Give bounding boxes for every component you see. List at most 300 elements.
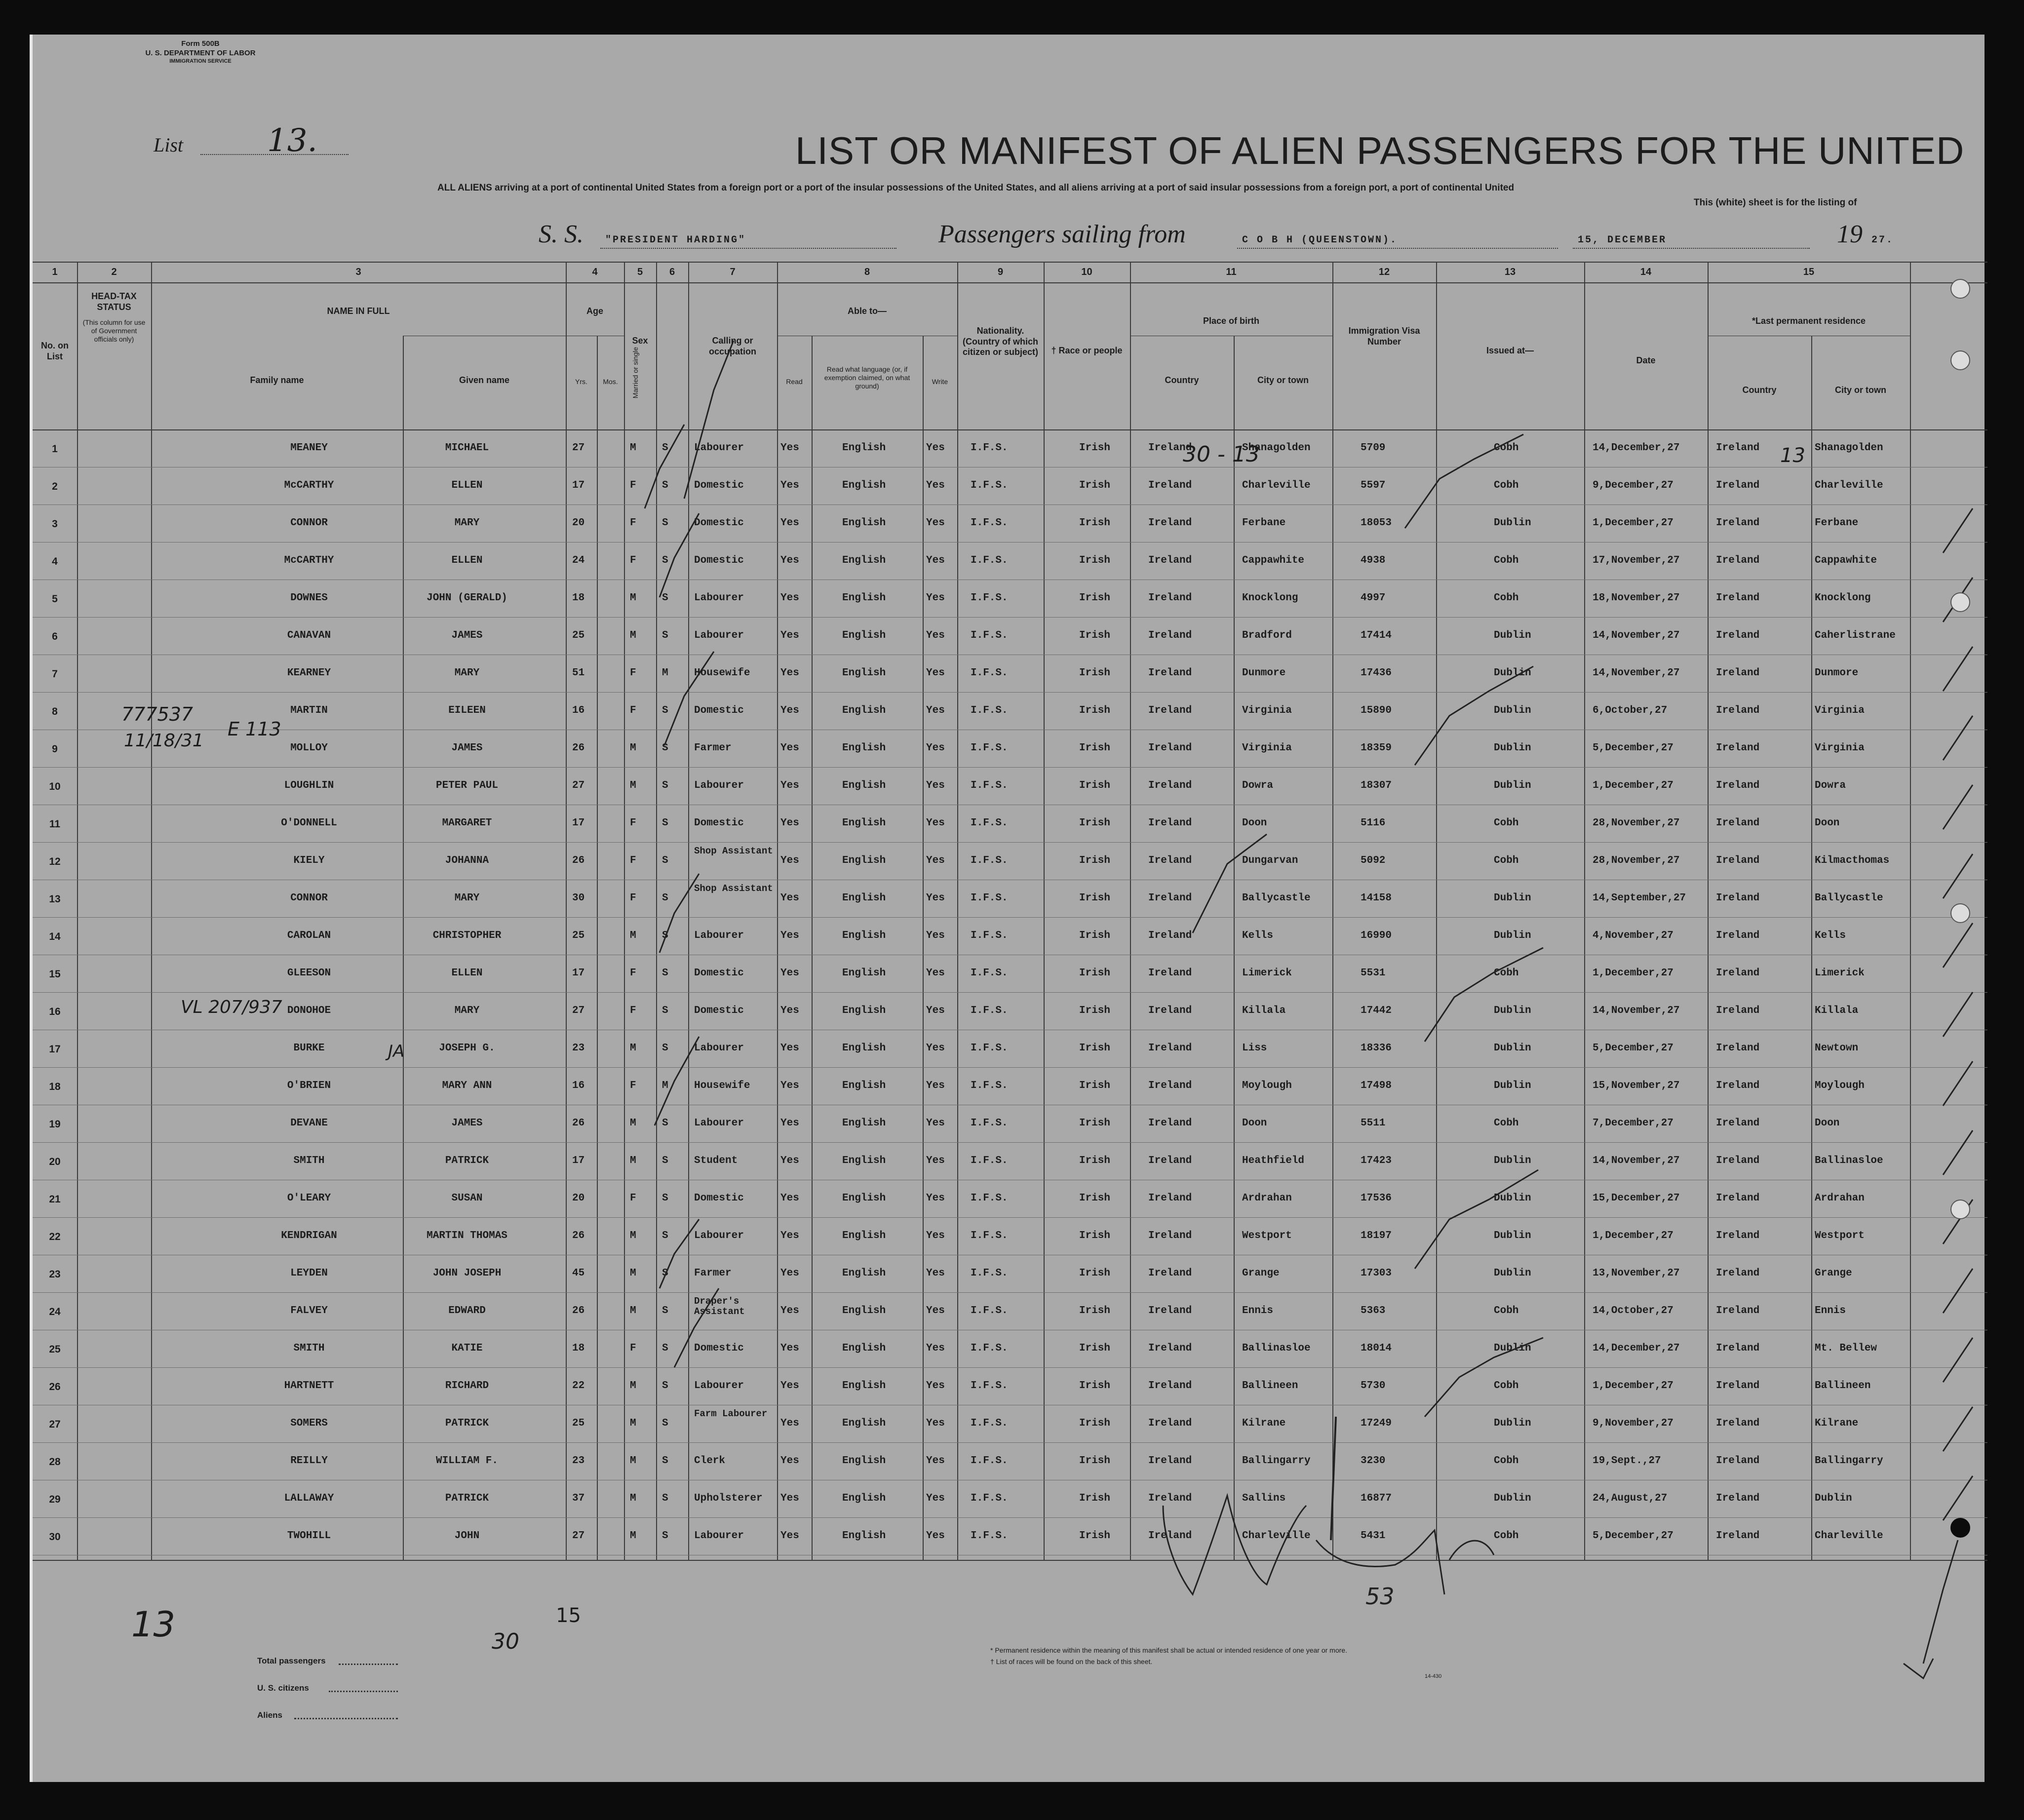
cell-residence-country: Ireland [1716,592,1760,604]
cell-nationality: I.F.S. [971,1080,1008,1091]
cell-given-name: MARY ANN [442,1080,492,1091]
cell-family-name: KIELY [293,855,325,866]
cell-marital-status: S [662,1530,668,1542]
cell-nationality: I.F.S. [971,630,1008,641]
cell-issue-date: 14,September,27 [1593,892,1686,904]
cell-family-name: O'BRIEN [287,1080,331,1091]
cell-given-name: EILEEN [448,705,486,716]
cell-occupation: Upholsterer [694,1493,763,1504]
cell-birth-city: Shanagolden [1242,442,1311,454]
cell-issue-date: 17,November,27 [1593,555,1680,566]
cell-issued-at: Cobh [1494,1380,1519,1392]
cell-residence-country: Ireland [1716,1530,1760,1542]
footer-handwritten-13: 13 [131,1604,176,1645]
header-calling: Calling or occupation [708,336,756,356]
cell-given-name: RICHARD [445,1380,489,1392]
page-title: LIST OR MANIFEST OF ALIEN PASSENGERS FOR THE UNITED [795,129,1965,172]
cell-visa-number: 5363 [1361,1305,1386,1317]
cell-sex: M [630,930,636,941]
cell-race: Irish [1079,1418,1111,1429]
cell-residence-city: Virginia [1815,705,1865,716]
cell-visa-number: 17442 [1361,1005,1392,1016]
cell-birth-city: Ballingarry [1242,1455,1311,1467]
cell-issue-date: 1,December,27 [1593,1230,1674,1241]
cell-birth-country: Ireland [1148,555,1192,566]
cell-occupation: Labourer [694,1230,744,1241]
cell-issue-date: 28,November,27 [1593,817,1680,829]
cell-nationality: I.F.S. [971,930,1008,941]
cell-residence-city: Moylough [1815,1080,1865,1091]
cell-read-language: English [842,1118,886,1129]
cell-read-language: English [842,1193,886,1204]
binder-hole [1950,1200,1970,1219]
cell-sex: M [630,1155,636,1166]
cell-given-name: WILLIAM F. [435,1455,499,1467]
ss-label: S. S. [539,220,584,248]
cell-can-write: Yes [926,1005,945,1016]
cell-given-name: MARY [454,1005,480,1016]
cell-issued-at: Cobh [1494,1305,1519,1317]
cell-family-name: SMITH [293,1343,325,1354]
cell-occupation: Labourer [694,1530,744,1542]
cell-residence-country: Ireland [1716,1343,1760,1354]
cell-residence-city: Kilrane [1815,1418,1859,1429]
cell-occupation: Labourer [694,1380,744,1392]
cell-visa-number: 17536 [1361,1193,1392,1204]
cell-race: Irish [1079,892,1111,904]
binder-hole [1950,592,1970,612]
cell-given-name: JOHN [454,1530,480,1542]
cell-residence-city: Doon [1815,817,1840,829]
row-number: 28 [49,1456,61,1468]
cell-family-name: BURKE [293,1043,325,1054]
cell-race: Irish [1079,1005,1111,1016]
header-birth-city: City or town [1257,375,1309,385]
cell-sex: F [630,1080,636,1091]
cell-residence-city: Grange [1815,1268,1852,1279]
subtitle-line-1: ALL ALIENS arriving at a port of continental United States from a foreign port or a port of the insular possessions of the United States, and all aliens arriving at a port of said insular possessions from a foreign port, a port of continental United [437,183,1515,193]
cell-birth-city: Ardrahan [1242,1193,1292,1204]
cell-age-years: 17 [572,480,585,491]
cell-read-language: English [842,480,886,491]
cell-can-write: Yes [926,742,945,754]
cell-birth-country: Ireland [1148,968,1192,979]
cell-birth-city: Ferbane [1242,517,1286,529]
cell-occupation: Domestic [694,705,744,716]
cell-residence-country: Ireland [1716,892,1760,904]
cell-birth-city: Dowra [1242,780,1274,791]
cell-race: Irish [1079,1080,1111,1091]
cell-occupation: Domestic [694,480,744,491]
cell-issued-at: Cobh [1494,592,1519,604]
cell-birth-country: Ireland [1148,930,1192,941]
column-number: 5 [637,267,643,277]
cell-birth-city: Sallins [1242,1493,1286,1504]
cell-issued-at: Cobh [1494,555,1519,566]
cell-given-name: ELLEN [451,968,483,979]
row-number: 13 [49,893,61,905]
cell-can-read: Yes [780,1118,799,1129]
cell-visa-number: 17249 [1361,1418,1392,1429]
cell-age-years: 24 [572,555,585,566]
cell-residence-city: Virginia [1815,742,1865,754]
cell-residence-country: Ireland [1716,1005,1760,1016]
cell-marital-status: S [662,1118,668,1129]
cell-birth-country: Ireland [1148,442,1192,454]
row-number: 5 [52,593,58,605]
cell-issued-at: Dublin [1494,1043,1531,1054]
cell-visa-number: 18053 [1361,517,1392,529]
cell-birth-country: Ireland [1148,1268,1192,1279]
cell-can-read: Yes [780,442,799,454]
cell-family-name: O'DONNELL [281,817,337,829]
cell-marital-status: S [662,1155,668,1166]
cell-birth-city: Grange [1242,1268,1280,1279]
cell-birth-city: Ballinasloe [1242,1343,1311,1354]
cell-issued-at: Dublin [1494,1230,1531,1241]
cell-can-write: Yes [926,667,945,679]
cell-nationality: I.F.S. [971,1530,1008,1542]
cell-can-write: Yes [926,517,945,529]
header-years: Yrs. [575,378,587,386]
cell-residence-country: Ireland [1716,630,1760,641]
row-number: 30 [49,1531,61,1543]
cell-age-years: 16 [572,1080,585,1091]
cell-residence-country: Ireland [1716,667,1760,679]
cell-can-write: Yes [926,892,945,904]
cell-issue-date: 14,November,27 [1593,1155,1680,1166]
column-number: 14 [1640,267,1652,277]
cell-marital-status: S [662,968,668,979]
cell-can-read: Yes [780,630,799,641]
cell-residence-country: Ireland [1716,968,1760,979]
cell-read-language: English [842,1455,886,1467]
cell-visa-number: 5531 [1361,968,1386,979]
cell-visa-number: 18336 [1361,1043,1392,1054]
cell-race: Irish [1079,1043,1111,1054]
header-head-tax: HEAD-TAX STATUS [91,291,137,312]
cell-residence-country: Ireland [1716,480,1760,491]
cell-can-read: Yes [780,1230,799,1241]
cell-can-write: Yes [926,1155,945,1166]
cell-residence-city: Ballycastle [1815,892,1883,904]
cell-family-name: MARTIN [290,705,328,716]
column-number: 8 [864,267,870,277]
cell-visa-number: 5116 [1361,817,1386,829]
cell-birth-country: Ireland [1148,517,1192,529]
cell-sex: M [630,742,636,754]
cell-can-read: Yes [780,780,799,791]
cell-issue-date: 14,October,27 [1593,1305,1674,1317]
footer-dots [294,1718,398,1719]
cell-can-read: Yes [780,855,799,866]
cell-family-name: KENDRIGAN [281,1230,337,1241]
cell-race: Irish [1079,555,1111,566]
cell-residence-country: Ireland [1716,555,1760,566]
cell-race: Irish [1079,1268,1111,1279]
row-number: 23 [49,1269,61,1280]
cell-race: Irish [1079,1455,1111,1467]
row-number: 26 [49,1381,61,1393]
row-number: 9 [52,743,58,755]
cell-issued-at: Dublin [1494,705,1531,716]
handwritten-note: JA [388,1042,405,1061]
cell-can-write: Yes [926,1118,945,1129]
cell-birth-country: Ireland [1148,855,1192,866]
cell-given-name: JOSEPH G. [439,1043,495,1054]
cell-can-write: Yes [926,930,945,941]
cell-birth-country: Ireland [1148,592,1192,604]
header-issued-at: Issued at— [1486,346,1534,355]
cell-nationality: I.F.S. [971,892,1008,904]
cell-residence-country: Ireland [1716,517,1760,529]
cell-occupation: Labourer [694,442,744,454]
cell-age-years: 17 [572,968,585,979]
cell-issue-date: 9,November,27 [1593,1418,1674,1429]
cell-marital-status: S [662,1230,668,1241]
cell-can-write: Yes [926,968,945,979]
cell-visa-number: 4938 [1361,555,1386,566]
total-passengers-label: Total passengers [257,1656,326,1665]
row-number: 29 [49,1494,61,1505]
cell-sex: M [630,592,636,604]
cell-birth-city: Ennis [1242,1305,1274,1317]
cell-can-write: Yes [926,1043,945,1054]
cell-birth-city: Charleville [1242,480,1311,491]
header-place-of-birth: Place of birth [1203,316,1260,326]
cell-marital-status: S [662,517,668,529]
cell-read-language: English [842,517,886,529]
cell-occupation: Labourer [694,1118,744,1129]
cell-nationality: I.F.S. [971,968,1008,979]
cell-birth-city: Dunmore [1242,667,1286,679]
handwritten-note: 30 - 13 [1183,442,1260,467]
cell-marital-status: S [662,930,668,941]
cell-birth-city: Liss [1242,1043,1267,1054]
cell-visa-number: 18359 [1361,742,1392,754]
cell-issue-date: 5,December,27 [1593,1530,1674,1542]
cell-nationality: I.F.S. [971,517,1008,529]
cell-nationality: I.F.S. [971,1155,1008,1166]
cell-occupation: Labourer [694,930,744,941]
cell-marital-status: S [662,1343,668,1354]
cell-residence-city: Ballinasloe [1815,1155,1883,1166]
cell-nationality: I.F.S. [971,480,1008,491]
cell-can-write: Yes [926,705,945,716]
header-residence-country: Country [1742,385,1777,395]
cell-can-read: Yes [780,1380,799,1392]
cell-age-years: 20 [572,517,585,529]
cell-issue-date: 15,November,27 [1593,1080,1680,1091]
cell-issued-at: Cobh [1494,442,1519,454]
cell-visa-number: 3230 [1361,1455,1386,1467]
cell-sex: M [630,1118,636,1129]
cell-residence-city: Dublin [1815,1493,1852,1504]
cell-race: Irish [1079,705,1111,716]
cell-visa-number: 16990 [1361,930,1392,941]
cell-read-language: English [842,780,886,791]
cell-sex: M [630,1305,636,1317]
header-date: Date [1636,355,1656,365]
cell-family-name: CONNOR [290,892,328,904]
cell-can-write: Yes [926,1455,945,1467]
cell-birth-country: Ireland [1148,480,1192,491]
cell-birth-country: Ireland [1148,1155,1192,1166]
cell-residence-country: Ireland [1716,705,1760,716]
cell-birth-city: Doon [1242,817,1267,829]
cell-read-language: English [842,855,886,866]
cell-can-read: Yes [780,1493,799,1504]
header-family-name: Family name [250,375,304,385]
cell-race: Irish [1079,1493,1111,1504]
cell-family-name: DEVANE [290,1118,328,1129]
cell-can-write: Yes [926,442,945,454]
cell-visa-number: 17436 [1361,667,1392,679]
cell-residence-city: Ferbane [1815,517,1859,529]
cell-race: Irish [1079,855,1111,866]
cell-can-write: Yes [926,1380,945,1392]
cell-can-read: Yes [780,1005,799,1016]
cell-family-name: LALLAWAY [284,1493,334,1504]
row-number: 21 [49,1194,61,1205]
header-name-in-full: NAME IN FULL [327,306,390,316]
cell-occupation: Farmer [694,742,732,754]
year-suffix: 27. [1871,234,1894,246]
cell-marital-status: M [662,667,668,679]
cell-family-name: TWOHILL [287,1530,331,1542]
cell-residence-country: Ireland [1716,1043,1760,1054]
cell-given-name: EDWARD [448,1305,486,1317]
cell-can-write: Yes [926,817,945,829]
cell-family-name: McCARTHY [284,555,334,566]
cell-issued-at: Dublin [1494,1268,1531,1279]
cell-marital-status: S [662,1455,668,1467]
cell-age-years: 26 [572,1118,585,1129]
cell-birth-city: Kilrane [1242,1418,1286,1429]
cell-marital-status: S [662,1268,668,1279]
ship-name: "PRESIDENT HARDING" [605,234,746,246]
handwritten-note: 13 [1780,444,1805,467]
cell-occupation: Clerk [694,1455,726,1467]
cell-family-name: DOWNES [290,592,328,604]
cell-given-name: MICHAEL [445,442,489,454]
cell-birth-city: Ballineen [1242,1380,1298,1392]
cell-age-years: 26 [572,1305,585,1317]
cell-residence-city: Limerick [1815,968,1865,979]
cell-race: Irish [1079,742,1111,754]
cell-visa-number: 5597 [1361,480,1386,491]
header-no-on-list: No. on List [41,341,69,361]
cell-visa-number: 17303 [1361,1268,1392,1279]
cell-age-years: 23 [572,1043,585,1054]
cell-visa-number: 5092 [1361,855,1386,866]
cell-occupation: Farm Labourer [694,1408,768,1419]
cell-age-years: 51 [572,667,585,679]
row-number: 7 [52,668,58,680]
header-able-to: Able to— [848,306,887,316]
cell-visa-number: 18197 [1361,1230,1392,1241]
cell-birth-city: Doon [1242,1118,1267,1129]
cell-given-name: MARY [454,892,480,904]
cell-residence-city: Westport [1815,1230,1865,1241]
cell-birth-country: Ireland [1148,1230,1192,1241]
cell-age-years: 37 [572,1493,585,1504]
cell-issued-at: Dublin [1494,1418,1531,1429]
cell-read-language: English [842,555,886,566]
cell-issued-at: Dublin [1494,780,1531,791]
cell-residence-city: Knocklong [1815,592,1871,604]
cell-sex: F [630,667,636,679]
column-number: 6 [669,267,675,277]
list-label: List [154,134,184,156]
cell-can-write: Yes [926,1493,945,1504]
cell-read-language: English [842,1080,886,1091]
cell-residence-city: Killala [1815,1005,1859,1016]
cell-occupation: Student [694,1155,738,1166]
cell-age-years: 26 [572,1230,585,1241]
cell-family-name: CAROLAN [287,930,331,941]
cell-sex: F [630,705,636,716]
cell-age-years: 23 [572,1455,585,1467]
cell-visa-number: 17414 [1361,630,1392,641]
cell-given-name: SUSAN [451,1193,483,1204]
cell-issued-at: Cobh [1494,817,1519,829]
column-number: 3 [355,267,361,277]
cell-race: Irish [1079,1155,1111,1166]
column-number: 12 [1378,267,1390,277]
row-number: 8 [52,706,58,717]
cell-can-read: Yes [780,592,799,604]
cell-birth-country: Ireland [1148,1193,1192,1204]
cell-nationality: I.F.S. [971,742,1008,754]
cell-residence-country: Ireland [1716,1305,1760,1317]
column-number: 13 [1504,267,1516,277]
cell-marital-status: S [662,1005,668,1016]
cell-birth-city: Bradford [1242,630,1292,641]
cell-given-name: ELLEN [451,555,483,566]
cell-visa-number: 18014 [1361,1343,1392,1354]
cell-can-write: Yes [926,1230,945,1241]
cell-occupation: Domestic [694,517,744,529]
cell-given-name: ELLEN [451,480,483,491]
cell-can-write: Yes [926,1305,945,1317]
cell-race: Irish [1079,592,1111,604]
cell-can-read: Yes [780,742,799,754]
column-number: 15 [1803,267,1815,277]
cell-read-language: English [842,1418,886,1429]
cell-birth-country: Ireland [1148,1455,1192,1467]
cell-sex: M [630,442,636,454]
cell-issued-at: Dublin [1494,517,1531,529]
cell-issued-at: Dublin [1494,630,1531,641]
cell-read-language: English [842,817,886,829]
row-number: 19 [49,1119,61,1130]
cell-read-language: English [842,1005,886,1016]
column-number: 7 [730,267,736,277]
cell-residence-city: Newtown [1815,1043,1859,1054]
cell-nationality: I.F.S. [971,1343,1008,1354]
cell-family-name: LOUGHLIN [284,780,334,791]
row-number: 17 [49,1044,61,1055]
cell-residence-country: Ireland [1716,1193,1760,1204]
cell-issued-at: Dublin [1494,1080,1531,1091]
cell-read-language: English [842,442,886,454]
cell-residence-country: Ireland [1716,442,1760,454]
header-birth-country: Country [1165,375,1199,385]
cell-age-years: 25 [572,930,585,941]
header-given-name: Given name [459,375,510,385]
cell-birth-country: Ireland [1148,780,1192,791]
